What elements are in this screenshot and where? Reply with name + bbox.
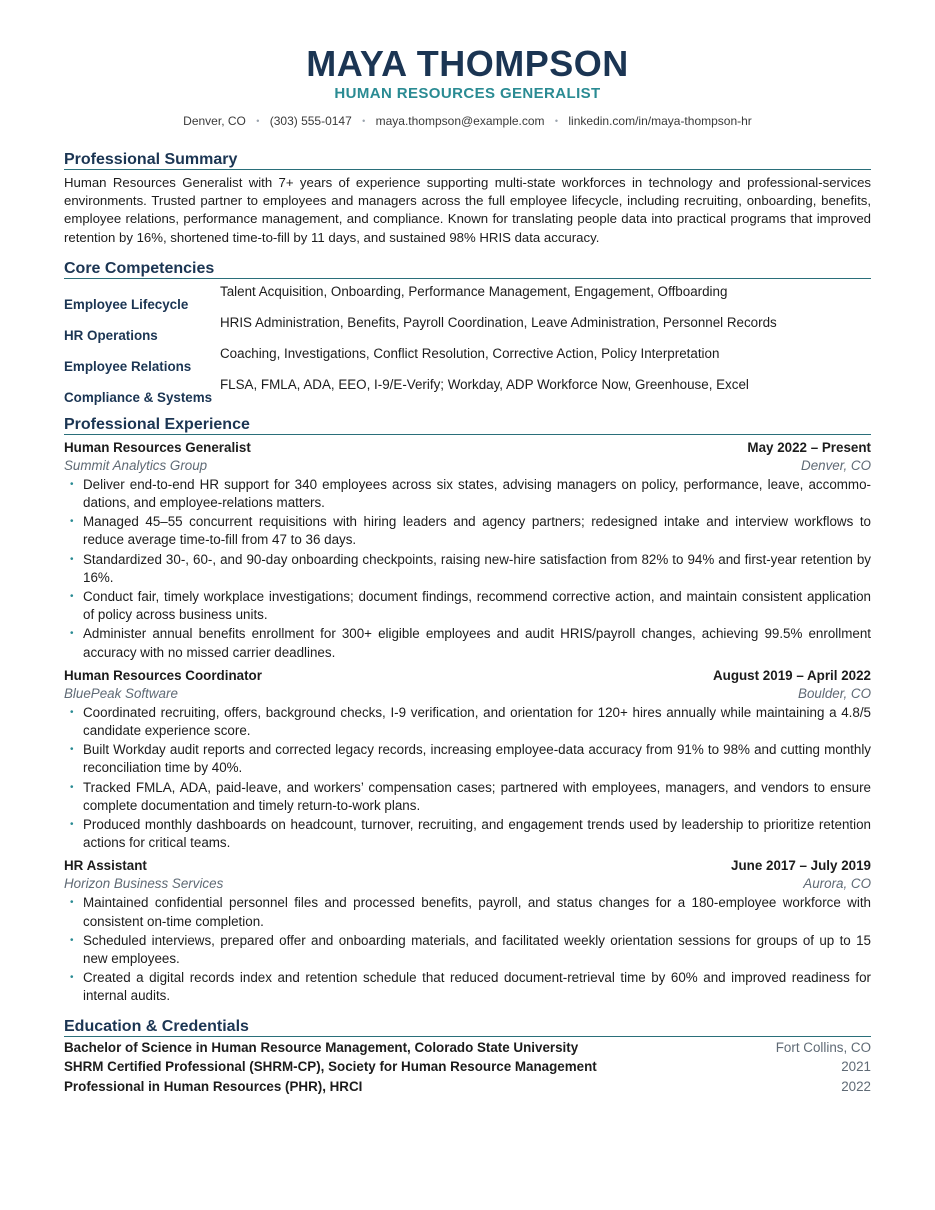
competency-value: Talent Acquisition, Onboarding, Performance Management, Engagement, Offboarding — [220, 283, 728, 299]
job-subheader — [64, 457, 871, 475]
education-heading: Education & Credentials — [64, 1017, 871, 1037]
job-entry — [64, 857, 871, 1005]
contact-separator: • — [554, 116, 559, 126]
job-entry — [64, 439, 871, 662]
education-name: Professional in Human Resources (PHR), HRCI — [64, 1078, 363, 1094]
job-bullet — [64, 816, 871, 852]
job-title: HR Assistant — [64, 858, 147, 874]
bullet-text: Built Workday audit reports and corrected legacy records, increasing employee-data accuracy from 91% to 98% and cutting monthly reconciliation time by 40%. — [83, 742, 871, 776]
contact-location: Denver, CO — [183, 114, 246, 128]
job-bullets — [64, 894, 871, 1005]
competencies-heading: Core Competencies — [64, 259, 871, 279]
bullet-icon: • — [70, 516, 74, 528]
job-bullet — [64, 969, 871, 1005]
summary-text: Human Resources Generalist with 7+ years of experience supporting multi-state workforces in technology and professional-services environments. Trusted partner to employees and managers across the full employee lifecycle, including recruiting, onboarding, benefits, employee relations, performance management, and compliance. Known for translating people data into practical programs that improved retention by 16%, shortened time-to-fill by 11 days, and sustained 98% HRIS data accuracy. — [64, 175, 871, 245]
bullet-text: Coordinated recruiting, offers, background checks, I-9 verification, and orientation for 120+ hires annually while maintaining a 4.8/5 candidate experience score. — [83, 704, 871, 739]
summary-section — [64, 150, 871, 247]
education-meta: Fort Collins, CO — [775, 1039, 871, 1055]
bullet-icon: • — [70, 478, 74, 490]
job-header — [64, 857, 871, 875]
experience-list — [64, 439, 871, 1006]
resume-header — [64, 44, 871, 129]
job-bullet — [64, 513, 871, 549]
job-bullet — [64, 625, 871, 661]
competencies-section — [64, 259, 871, 407]
bullet-icon: • — [70, 591, 74, 603]
job-dates: August 2019 – April 2022 — [712, 667, 871, 683]
bullet-icon: • — [70, 628, 74, 640]
job-header — [64, 667, 871, 685]
competency-value: Coaching, Investigations, Conflict Resolution, Corrective Action, Policy Interpretation — [220, 345, 720, 361]
job-bullets — [64, 704, 871, 853]
contact-email[interactable]: maya.thompson@example.com — [375, 114, 545, 128]
job-header — [64, 439, 871, 457]
bullet-icon: • — [70, 706, 74, 718]
job-entry — [64, 667, 871, 853]
bullet-text: Administer annual benefits enrollment for 300+ eligible employees and audit HRIS/payroll changes, achieving 99.5% enrollment accuracy with no missed carrier deadlines. — [83, 626, 871, 660]
job-bullet — [64, 932, 871, 968]
contact-separator: • — [256, 116, 260, 126]
job-bullet — [64, 588, 871, 624]
education-item — [64, 1038, 871, 1058]
competency-row — [64, 283, 871, 314]
competency-row — [64, 314, 871, 345]
job-bullet — [64, 551, 871, 587]
bullet-text: Deliver end-to-end HR support for 340 employees across six states, advising managers on policy, performance, leave, accommo-dations, and employee-relations matters. — [83, 476, 871, 511]
bullet-text: Scheduled interviews, prepared offer and onboarding materials, and facilitated weekly orientation sessions for groups of up to 15 new employees. — [83, 932, 871, 967]
summary-heading: Professional Summary — [64, 150, 871, 170]
education-item — [64, 1057, 871, 1077]
contact-linkedin[interactable]: linkedin.com/in/maya-thompson-hr — [568, 114, 752, 128]
bullet-icon: • — [70, 553, 74, 565]
education-name: SHRM Certified Professional (SHRM-CP), Society for Human Resource Management — [64, 1059, 597, 1075]
bullet-icon: • — [70, 934, 74, 946]
education-item — [64, 1077, 871, 1097]
job-company: Summit Analytics Group — [64, 457, 208, 473]
job-bullet — [64, 741, 871, 777]
job-bullet — [64, 894, 871, 930]
job-subheader — [64, 685, 871, 703]
job-bullet — [64, 779, 871, 815]
bullet-text: Conduct fair, timely workplace investigations; document findings, recommend corrective action, and maintain consistent application of policy across business units. — [83, 589, 871, 623]
contact-separator: • — [362, 116, 366, 126]
bullet-text: Maintained confidential personnel files and processed benefits, payroll, and status changes for a 180-employee workforce with consistent on-time completion. — [83, 895, 871, 929]
bullet-text: Managed 45–55 concurrent requisitions with hiring leaders and agency partners; redesigned intake and interview workflows to reduce average time-to-fill from 47 to 36 days. — [83, 514, 871, 548]
bullet-text: Created a digital records index and retention schedule that reduced document-retrieval time by 60% and improved readiness for internal audits. — [83, 970, 871, 1004]
job-company: BluePeak Software — [64, 685, 178, 701]
education-name: Bachelor of Science in Human Resource Management, Colorado State University — [64, 1039, 579, 1055]
competency-value: FLSA, FMLA, ADA, EEO, I-9/E-Verify; Workday, ADP Workforce Now, Greenhouse, Excel — [220, 376, 749, 392]
contact-line — [64, 113, 871, 129]
bullet-text: Produced monthly dashboards on headcount, turnover, recruiting, and engagement trends used by leadership to prioritize retention actions for critical teams. — [83, 817, 871, 851]
job-location: Aurora, CO — [803, 876, 871, 892]
bullet-icon: • — [70, 781, 74, 793]
experience-heading: Professional Experience — [64, 415, 871, 435]
candidate-title: HUMAN RESOURCES GENERALIST — [334, 85, 601, 102]
experience-section — [64, 415, 871, 1006]
job-title: Human Resources Generalist — [64, 439, 251, 455]
competencies-table — [64, 283, 871, 407]
job-company: Horizon Business Services — [64, 876, 224, 892]
job-title: Human Resources Coordinator — [64, 667, 262, 683]
job-dates: May 2022 – Present — [747, 439, 871, 455]
competency-row — [64, 376, 871, 407]
bullet-text: Standardized 30-, 60-, and 90-day onboarding checkpoints, raising new-hire satisfaction from 82% to 94% and first-year retention by 16%. — [83, 551, 871, 585]
competency-label: Employee Relations — [64, 358, 192, 374]
competency-label: Compliance & Systems — [64, 389, 213, 405]
job-bullet — [64, 704, 871, 740]
education-list — [64, 1038, 871, 1097]
competency-label: Employee Lifecycle — [64, 296, 189, 312]
resume-page — [64, 44, 871, 1096]
job-location: Denver, CO — [801, 457, 871, 473]
education-section — [64, 1017, 871, 1097]
job-bullets — [64, 476, 871, 662]
competency-value: HRIS Administration, Benefits, Payroll Coordination, Leave Administration, Personnel Records — [220, 314, 777, 330]
candidate-name: MAYA THOMPSON — [306, 43, 629, 84]
contact-phone: (303) 555-0147 — [269, 114, 352, 128]
education-meta: 2021 — [841, 1059, 871, 1075]
education-meta: 2022 — [841, 1078, 871, 1094]
job-subheader — [64, 875, 871, 893]
competency-row — [64, 345, 871, 376]
bullet-text: Tracked FMLA, ADA, paid-leave, and workers’ compensation cases; partnered with employees, managers, and vendors to ensure complete documentation and timely return-to-work plans. — [83, 779, 871, 813]
bullet-icon: • — [70, 897, 74, 909]
job-bullet — [64, 476, 871, 512]
job-location: Boulder, CO — [798, 685, 871, 701]
bullet-icon: • — [70, 744, 74, 756]
bullet-icon: • — [70, 819, 74, 831]
job-dates: June 2017 – July 2019 — [731, 858, 871, 874]
bullet-icon: • — [70, 972, 74, 984]
competency-label: HR Operations — [64, 327, 158, 343]
